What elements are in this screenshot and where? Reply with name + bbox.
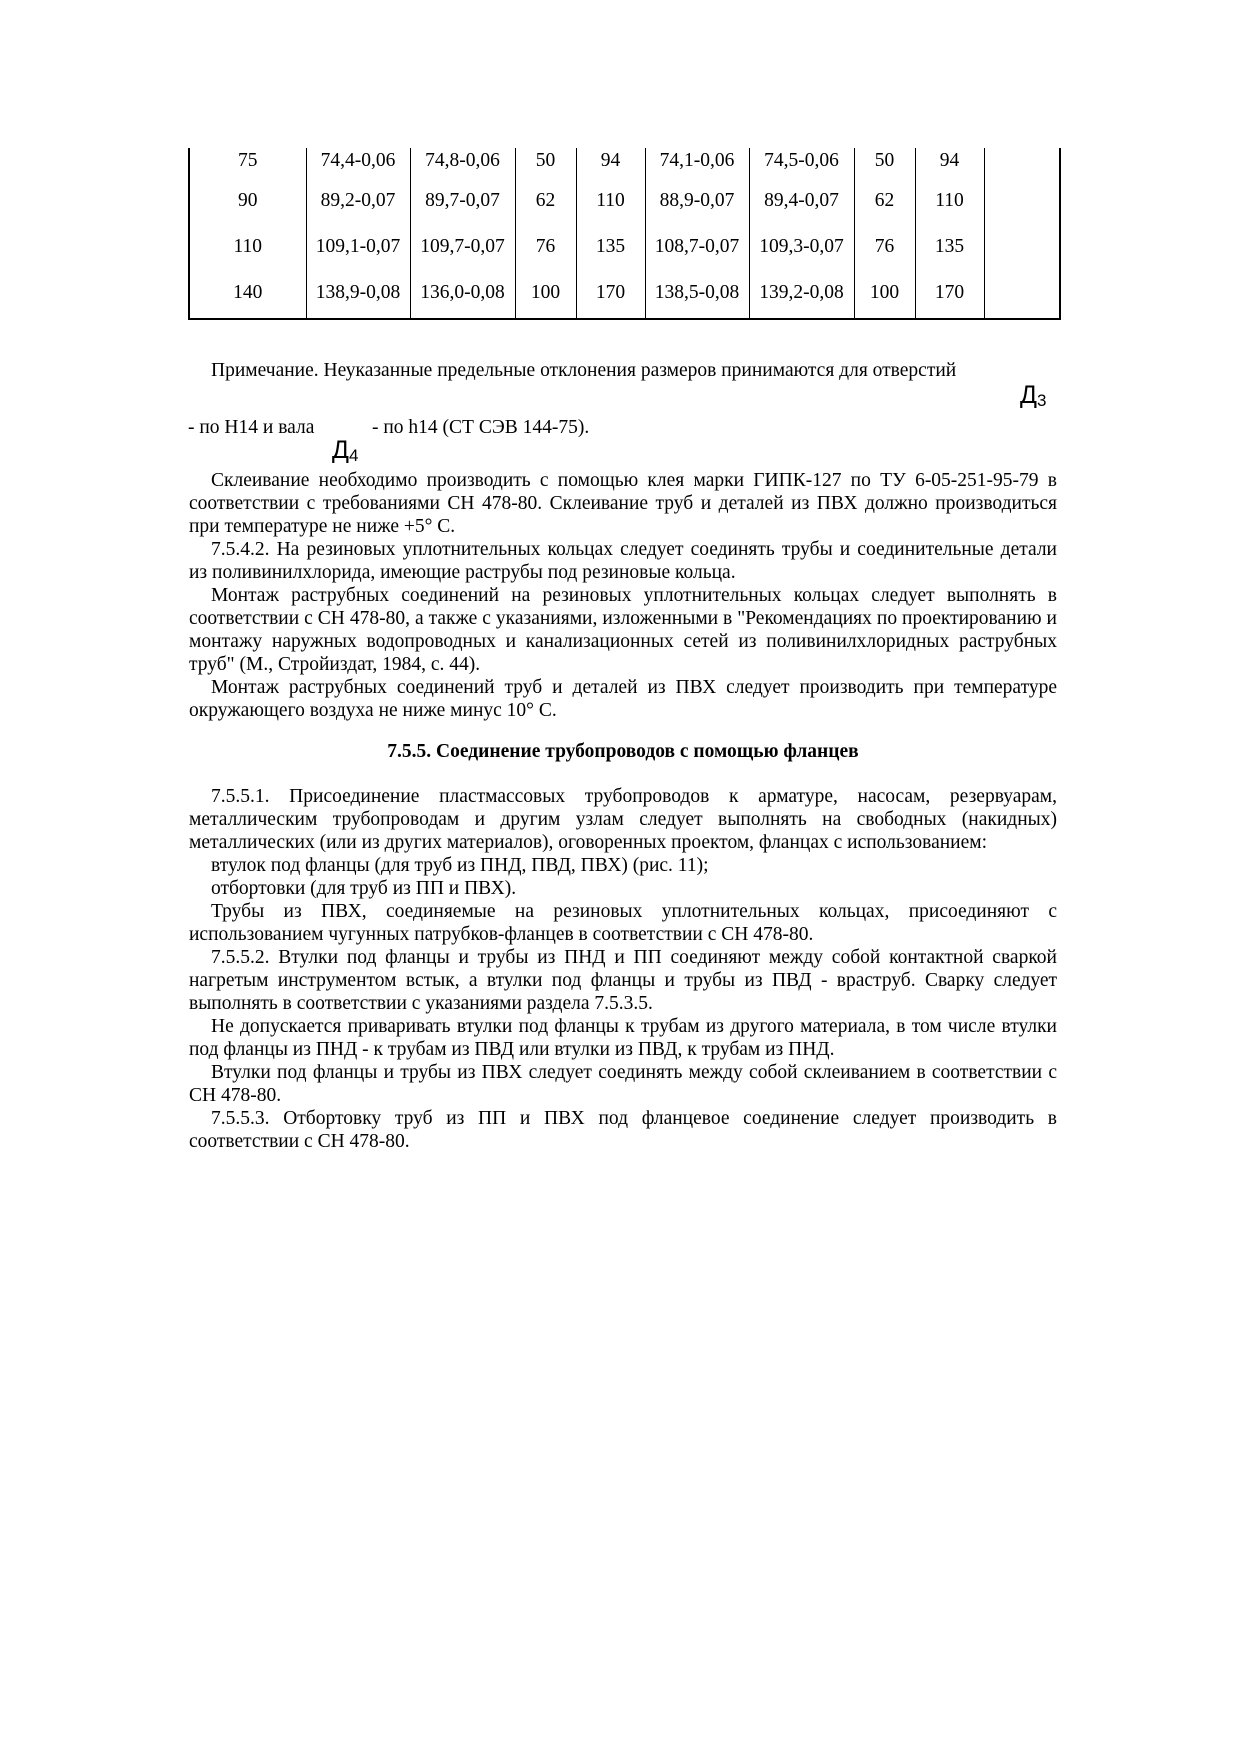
section-heading: 7.5.5. Соединение трубопроводов с помощью фланцев bbox=[387, 741, 859, 762]
table-cell: 88,9-0,07 bbox=[645, 178, 749, 224]
paragraph: Склеивание необходимо производить с помощью клея марки ГИПК-127 по ТУ 6-05-251-95-79 в соответствии с требованиями СН 478-80. Склеивание труб и деталей из ПВХ должно производиться при температуре не ниже +5° С. bbox=[189, 470, 1057, 537]
table-cell: 50 bbox=[854, 148, 915, 178]
note-line-1: Примечание. Неуказанные предельные отклонения размеров принимаются для отверстий bbox=[211, 360, 957, 381]
table-cell bbox=[984, 224, 1060, 270]
table-cell: 109,3-0,07 bbox=[749, 224, 854, 270]
table-row bbox=[189, 148, 1060, 178]
body-text bbox=[189, 469, 1057, 1153]
table-cell: 140 bbox=[189, 270, 306, 319]
table-cell: 90 bbox=[189, 178, 306, 224]
paragraph: 7.5.5.1. Присоединение пластмассовых трубопроводов к арматуре, насосам, резервуарам, металлическим трубопроводам и другим узлам следует выполнять на свободных (накидных) металлических (или из других материалов), оговоренных проектом, фланцах с использованием: bbox=[189, 786, 1057, 853]
table-cell: 62 bbox=[854, 178, 915, 224]
table-row bbox=[189, 270, 1060, 319]
table-cell: 136,0-0,08 bbox=[410, 270, 515, 319]
table-cell: 76 bbox=[515, 224, 576, 270]
paragraph: 7.5.4.2. На резиновых уплотнительных кольцах следует соединять трубы и соединительные детали из поливинилхлорида, имеющие раструбы под резиновые кольца. bbox=[189, 539, 1057, 583]
table-cell: 108,7-0,07 bbox=[645, 224, 749, 270]
symbol-d3: $Д_3$ bbox=[1020, 381, 1047, 410]
table-cell: 76 bbox=[854, 224, 915, 270]
paragraph: Монтаж раструбных соединений на резиновых уплотнительных кольцах следует выполнять в соответствии с СН 478-80, а также с указаниями, изложенными в "Рекомендациях по проектированию и монтажу наружных водопроводных и канализационных сетей из поливинилхлоридных раструбных труб" (М., Стройиздат, 1984, с. 44). bbox=[189, 585, 1057, 675]
table-cell: 100 bbox=[854, 270, 915, 319]
table-cell: 138,5-0,08 bbox=[645, 270, 749, 319]
table-cell: 74,8-0,06 bbox=[410, 148, 515, 178]
table-cell: 135 bbox=[576, 224, 645, 270]
table-cell: 74,1-0,06 bbox=[645, 148, 749, 178]
table-cell: 94 bbox=[576, 148, 645, 178]
table-cell bbox=[984, 270, 1060, 319]
table-cell: 110 bbox=[915, 178, 984, 224]
table-cell: 109,1-0,07 bbox=[306, 224, 410, 270]
paragraph: 7.5.5.3. Отбортовку труб из ПП и ПВХ под фланцевое соединение следует производить в соответствии с СН 478-80. bbox=[189, 1108, 1057, 1152]
paragraph: Не допускается приваривать втулки под фланцы к трубам из другого материала, в том числе втулки под фланцы из ПНД - к трубам из ПВД или втулки из ПВД, к трубам из ПНД. bbox=[189, 1016, 1057, 1060]
paragraph: втулок под фланцы (для труб из ПНД, ПВД, ПВХ) (рис. 11); bbox=[211, 855, 709, 876]
table-cell: 100 bbox=[515, 270, 576, 319]
table-cell: 110 bbox=[576, 178, 645, 224]
symbol-d4: $Д_4$ bbox=[332, 436, 359, 465]
dimensions-table bbox=[188, 148, 1061, 320]
table-cell: 135 bbox=[915, 224, 984, 270]
paragraphs-after-heading bbox=[189, 785, 1057, 1153]
table-cell: 110 bbox=[189, 224, 306, 270]
table-row bbox=[189, 224, 1060, 270]
paragraph: Трубы из ПВХ, соединяемые на резиновых уплотнительных кольцах, присоединяют с использованием чугунных патрубков-фланцев в соответствии с СН 478-80. bbox=[189, 901, 1057, 945]
table-cell: 94 bbox=[915, 148, 984, 178]
paragraph: 7.5.5.2. Втулки под фланцы и трубы из ПНД и ПП соединяют между собой контактной сваркой нагретым инструментом встык, а втулки под фланцы и трубы из ПВД - враструб. Сварку следует выполнять в соответствии с указаниями раздела 7.5.3.5. bbox=[189, 947, 1057, 1014]
paragraphs-before-heading bbox=[189, 469, 1057, 722]
table-cell bbox=[984, 178, 1060, 224]
table-cell: 74,5-0,06 bbox=[749, 148, 854, 178]
paragraph: Монтаж раструбных соединений труб и деталей из ПВХ следует производить при температуре окружающего воздуха не ниже минус 10° С. bbox=[189, 677, 1057, 721]
paragraph: отбортовки (для труб из ПП и ПВХ). bbox=[211, 878, 517, 899]
table-cell: 109,7-0,07 bbox=[410, 224, 515, 270]
table-cell: 50 bbox=[515, 148, 576, 178]
note-line-2-part-2: - по h14 (СТ СЭВ 144-75). bbox=[372, 417, 590, 438]
table-cell: 74,4-0,06 bbox=[306, 148, 410, 178]
table-body bbox=[189, 148, 1060, 319]
table-cell bbox=[984, 148, 1060, 178]
paragraph: Втулки под фланцы и трубы из ПВХ следует соединять между собой склеиванием в соответствии с СН 478-80. bbox=[189, 1062, 1057, 1106]
table-cell: 138,9-0,08 bbox=[306, 270, 410, 319]
table-cell: 89,2-0,07 bbox=[306, 178, 410, 224]
table-cell: 139,2-0,08 bbox=[749, 270, 854, 319]
note-line-2-part-1: - по Н14 и вала bbox=[188, 417, 315, 438]
table-cell: 170 bbox=[576, 270, 645, 319]
table-cell: 62 bbox=[515, 178, 576, 224]
table-cell: 75 bbox=[189, 148, 306, 178]
table-cell: 89,4-0,07 bbox=[749, 178, 854, 224]
table-cell: 170 bbox=[915, 270, 984, 319]
table-row bbox=[189, 178, 1060, 224]
table-cell: 89,7-0,07 bbox=[410, 178, 515, 224]
